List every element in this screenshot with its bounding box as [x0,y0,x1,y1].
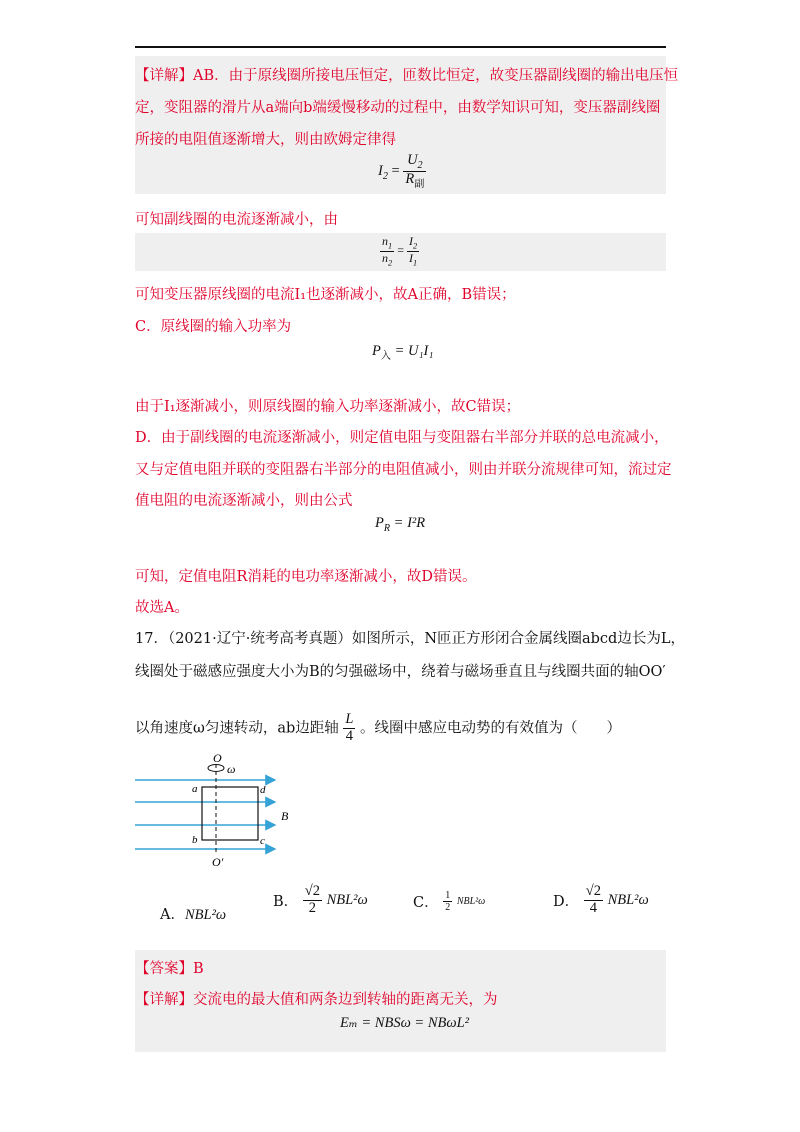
coil-in-field-figure [135,750,305,870]
answer-detail: 【详解】交流电的最大值和两条边到转轴的距离无关，为 [135,992,498,1008]
corner-a: a [192,783,198,795]
field-label: B [281,809,289,823]
header-rule [135,46,666,48]
equation-resistor-power: $P_R = I^2R$ [375,515,426,534]
corner-c: c [260,835,265,847]
option-c[interactable]: C． $\frac{1}{2}$ NBL²ω [413,890,486,913]
solution-para4: C．原线圈的输入功率为 [135,319,292,335]
question-line1: 17．（2021·辽宁·统考高考真题）如图所示，N匝正方形闭合金属线圈abcd边长为L， [135,631,685,647]
corner-d: d [260,784,266,796]
question-line2: 线圈处于磁感应强度大小为B的匀强磁场中，绕着与磁场垂直且与线圈共面的轴OO′ [135,664,666,680]
solution-para2: 可知副线圈的电流逐渐减小，由 [135,212,338,228]
solution-para6-line1: D．由于副线圈的电流逐渐减小，则定值电阻与变阻器右半部分并联的总电流减小， [135,430,669,446]
equation-turns-ratio: $\frac{n_1}{n_2}$ = $\frac{I_2}{I_1}$ [382,234,418,268]
option-a[interactable]: A．NBL²ω [160,907,227,923]
solution-para3: 可知变压器原线圈的电流I₁也逐渐减小，故A正确，B错误； [135,287,516,303]
answer-line: 【答案】B [135,961,204,977]
solution-para5: 由于I₁逐渐减小，则原线圈的输入功率逐渐减小，故C错误； [135,399,521,415]
solution-para1-line3: 所接的电阻值逐渐增大，则由欧姆定律得 [135,132,396,148]
equation-ohms-law: $I_2$ = $\frac{U_2}{R_副}$ [378,152,425,190]
solution-para6-line3: 值电阻的电流逐渐减小，则由公式 [135,493,353,509]
option-b[interactable]: B． $\frac{√2}{2}$ NBL²ω [273,883,368,916]
solution-para6-line2: 又与定值电阻并联的变阻器右半部分的电阻值减小，则由并联分流规律可知，流过定 [135,462,672,478]
corner-b: b [192,834,198,846]
question-line3: 以角速度ω匀速转动，ab边距轴 $\frac{L}{4}$ 。线圈中感应电动势的有效值为（ ） [135,711,622,744]
equation-input-power: $P_入 = U_1I_1$ [372,343,434,362]
axis-label-bottom: O′ [212,855,224,869]
solution-conclusion: 故选A。 [135,600,189,616]
solution-para1-line2: 定，变阻器的滑片从a端向b端缓慢移动的过程中，由数学知识可知，变压器副线圈 [135,100,661,116]
solution-para1-line1: 【详解】AB．由于原线圈所接电压恒定，匝数比恒定，故变压器副线圈的输出电压恒 [135,68,679,84]
equation-emf-max: Eₘ = NBSω = NBωL² [340,1015,470,1031]
solution-para7: 可知，定值电阻R消耗的电功率逐渐减小，故D错误。 [135,569,477,585]
square-coil [202,787,258,840]
option-d[interactable]: D． $\frac{√2}{4}$ NBL²ω [553,883,649,916]
omega-label: ω [227,762,236,776]
axis-label-top: O [213,751,222,765]
